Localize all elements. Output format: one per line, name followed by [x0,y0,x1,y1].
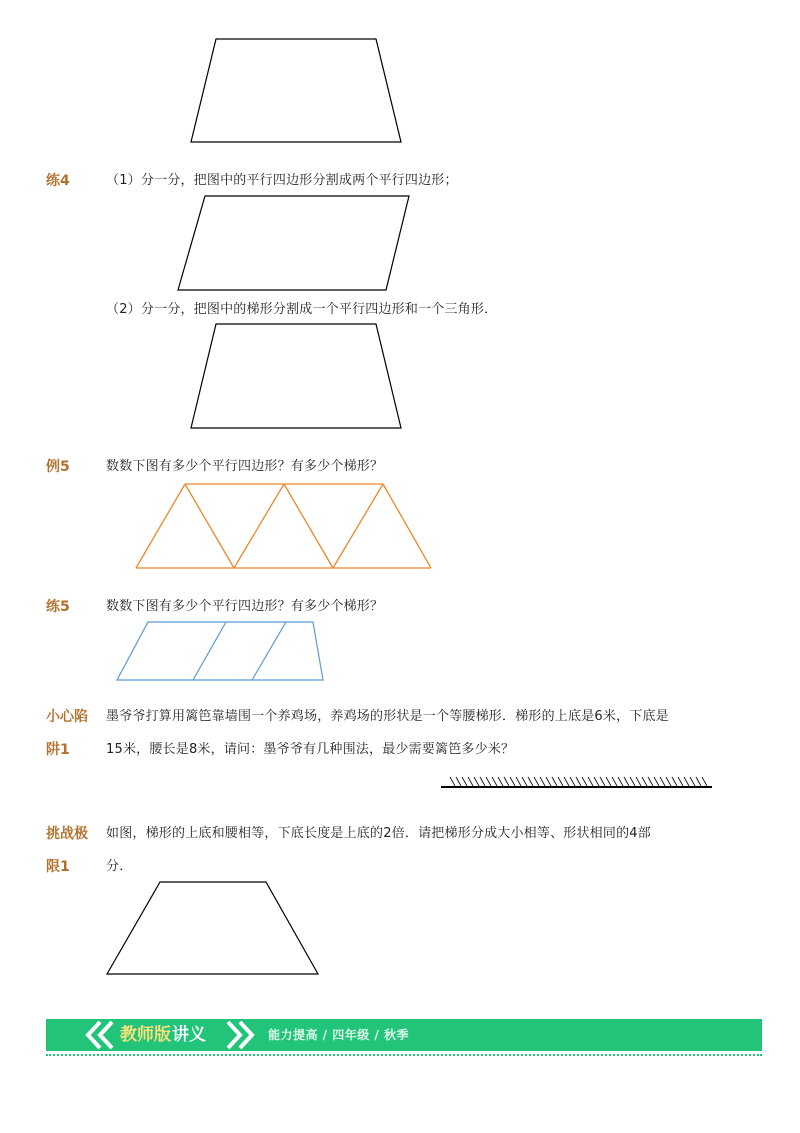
challenge-1-label-line-2: 限1 [46,859,70,875]
trap-1-label-line-2: 阱1 [46,742,70,758]
practice-5-label: 练5 [46,599,70,615]
practice-4-part-2-text: （2）分一分，把图中的梯形分割成一个平行四边形和一个三角形． [106,302,498,317]
double-chevron-right-icon [222,1019,262,1051]
challenge-1-text-line-2: 分． [106,859,133,874]
footer-title-lecture: 讲义 [172,1025,206,1045]
footer-title-teacher-edition: 教师版 [120,1025,171,1045]
challenge-1-text-line-1: 如图，梯形的上底和腰相等，下底长度是上底的2倍．请把梯形分成大小相等、形状相同的4部 [106,826,651,841]
example-5-question: 数数下图有多少个平行四边形？有多少个梯形？ [106,459,384,474]
challenge-1-label-line-1: 挑战极 [46,826,88,842]
footer-dotted-divider [46,1054,762,1056]
trap-1-text-line-2: 15米，腰长是8米，请问：墨爷爷有几种围法，最少需要篱笆多少米？ [106,742,515,757]
trap-1-text-line-1: 墨爷爷打算用篱笆靠墙围一个养鸡场，养鸡场的形状是一个等腰梯形．梯形的上底是6米，下底是 [106,709,669,724]
practice-4-part-1-text: （1）分一分，把图中的平行四边形分割成两个平行四边形； [106,173,458,188]
double-chevron-left-icon [78,1019,118,1051]
trap-1-label-line-1: 小心陷 [46,709,88,725]
practice-4-label: 练4 [46,173,70,189]
practice-5-question: 数数下图有多少个平行四边形？有多少个梯形？ [106,599,384,614]
example-5-label: 例5 [46,459,70,475]
footer-course-meta: 能力提高 / 四年级 / 秋季 [268,1028,409,1042]
